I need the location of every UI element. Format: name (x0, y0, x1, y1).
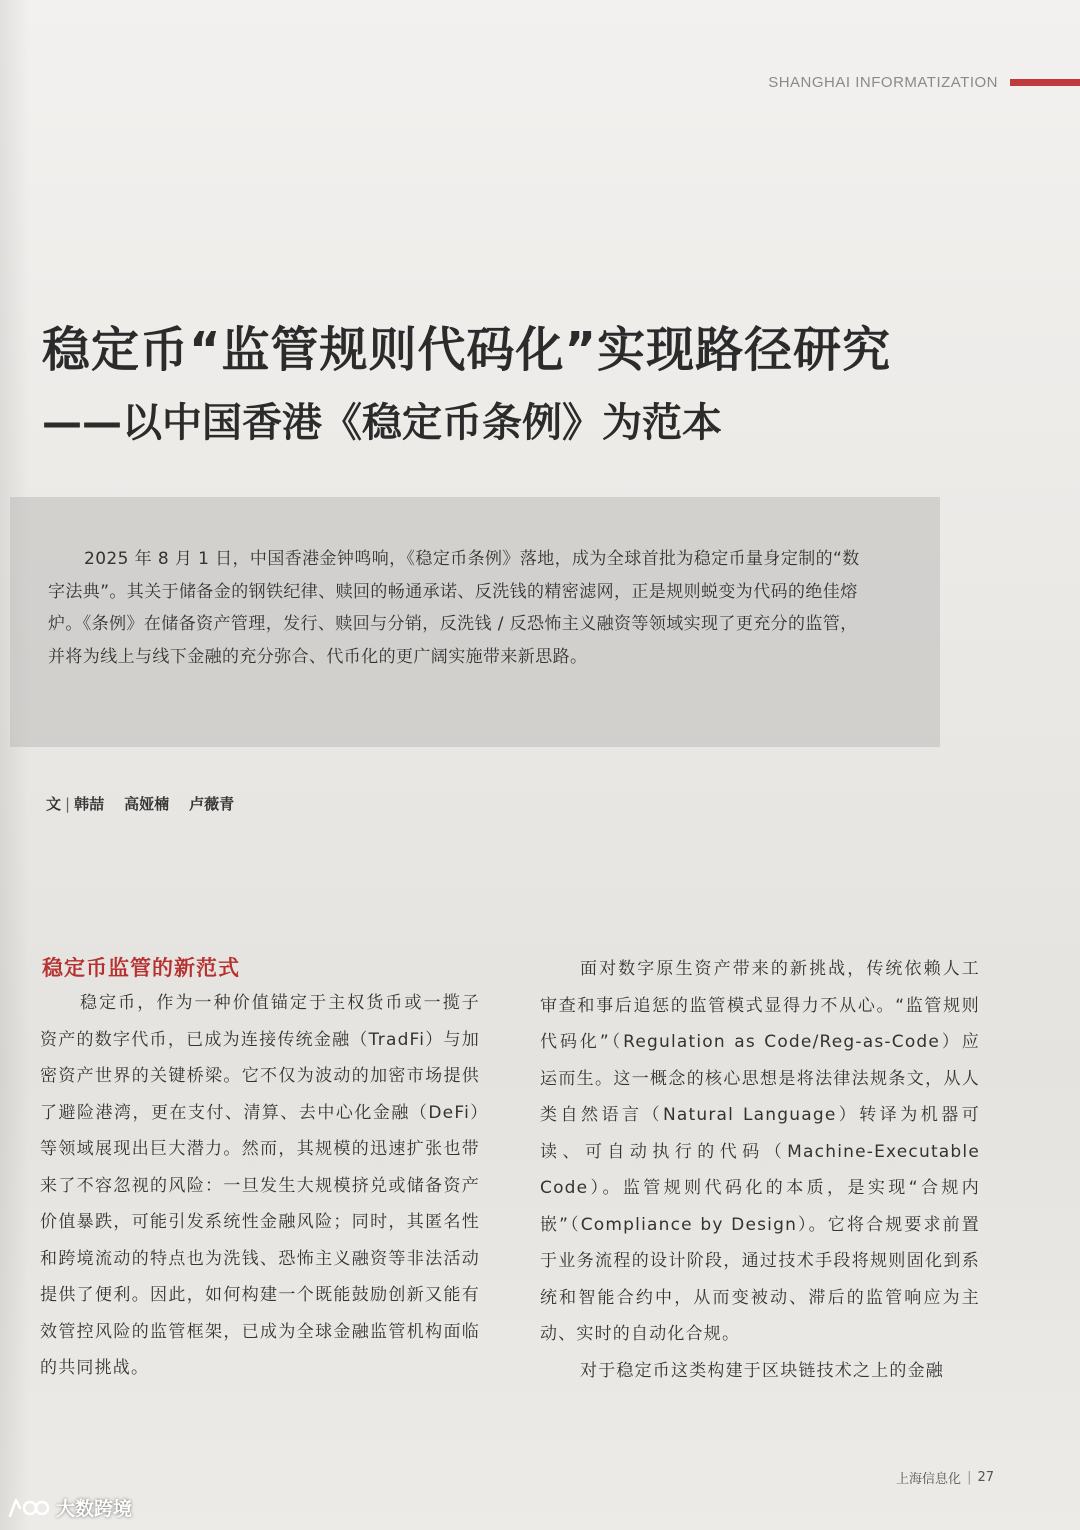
running-header (768, 70, 1080, 94)
watermark (6, 1494, 132, 1521)
watermark-text: 大数跨境 (56, 1498, 133, 1520)
article-subtitle: ——以中国香港《稳定币条例》为范本 (42, 400, 722, 446)
page-footer (896, 1468, 994, 1487)
article-abstract: 2025 年 8 月 1 日，中国香港金钟鸣响，《稳定币条例》落地，成为全球首批为稳定币量身定制的“数字法典”。其关于储备金的钢铁纪律、赎回的畅通承诺、反洗钱的精密滤网，正是规则蜕变为代码的绝佳熔炉。《条例》在储备资产管理，发行、赎回与分销，反洗钱 / 反恐怖主义融资等领域实现了更充分的监管，并将为线上与线下金融的充分弥合、代币化的更广阔实施带来新思路。 (48, 549, 860, 667)
footer-divider: | (967, 1470, 972, 1485)
author-name: 卢薇青 (189, 795, 235, 813)
body-paragraph: 面对数字原生资产带来的新挑战，传统依赖人工审查和事后追惩的监管模式显得力不从心。“监管规则代码化”（Regulation as Code/Reg-as-Code）应运而生。这一概念的核心思想是将法律法规条文，从人类自然语言（Natural Language）转译为机器可读、可自动执行的代码（Machine-Executable Code）。监管规则代码化的本质，是实现“合规内嵌”（Compliance by Design）。它将合规要求前置于业务流程的设计阶段，通过技术手段将规则固化到系统和智能合约中，从而变被动、滞后的监管响应为主动、实时的自动化合规。 (540, 959, 980, 1344)
author-name: 韩喆 (74, 795, 105, 813)
body-paragraph: 稳定币，作为一种价值锚定于主权货币或一揽子资产的数字代币，已成为连接传统金融（TradFi）与加密资产世界的关键桥梁。它不仅为波动的加密市场提供了避险港湾，更在支付、清算、去中心化金融（DeFi）等领域展现出巨大潜力。然而，其规模的迅速扩张也带来了不容忽视的风险：一旦发生大规模挤兑或储备资产价值暴跌，可能引发系统性金融风险；同时，其匿名性和跨境流动的特点也为洗钱、恐怖主义融资等非法活动提供了便利。因此，如何构建一个既能鼓励创新又能有效管控风险的监管框架，已成为全球金融监管机构面临的共同挑战。 (40, 993, 480, 1378)
body-paragraph: 对于稳定币这类构建于区块链技术之上的金融 (580, 1360, 944, 1381)
body-column-left (40, 985, 480, 1387)
publication-name: SHANGHAI INFORMATIZATION (768, 73, 998, 91)
byline-label: 文 | 韩喆 (46, 795, 105, 813)
section-heading: 稳定币监管的新范式 (42, 956, 240, 980)
article-title: 稳定币“监管规则代码化”实现路径研究 (42, 322, 892, 378)
magazine-name: 上海信息化 (896, 1472, 962, 1487)
byline (46, 793, 234, 814)
header-accent-bar (1010, 79, 1080, 86)
body-column-right (540, 951, 980, 1389)
page-number: 27 (977, 1470, 994, 1485)
watermark-logo-icon (6, 1496, 50, 1520)
author-name: 高娅楠 (124, 795, 170, 813)
page-gutter-shadow (0, 0, 30, 1530)
